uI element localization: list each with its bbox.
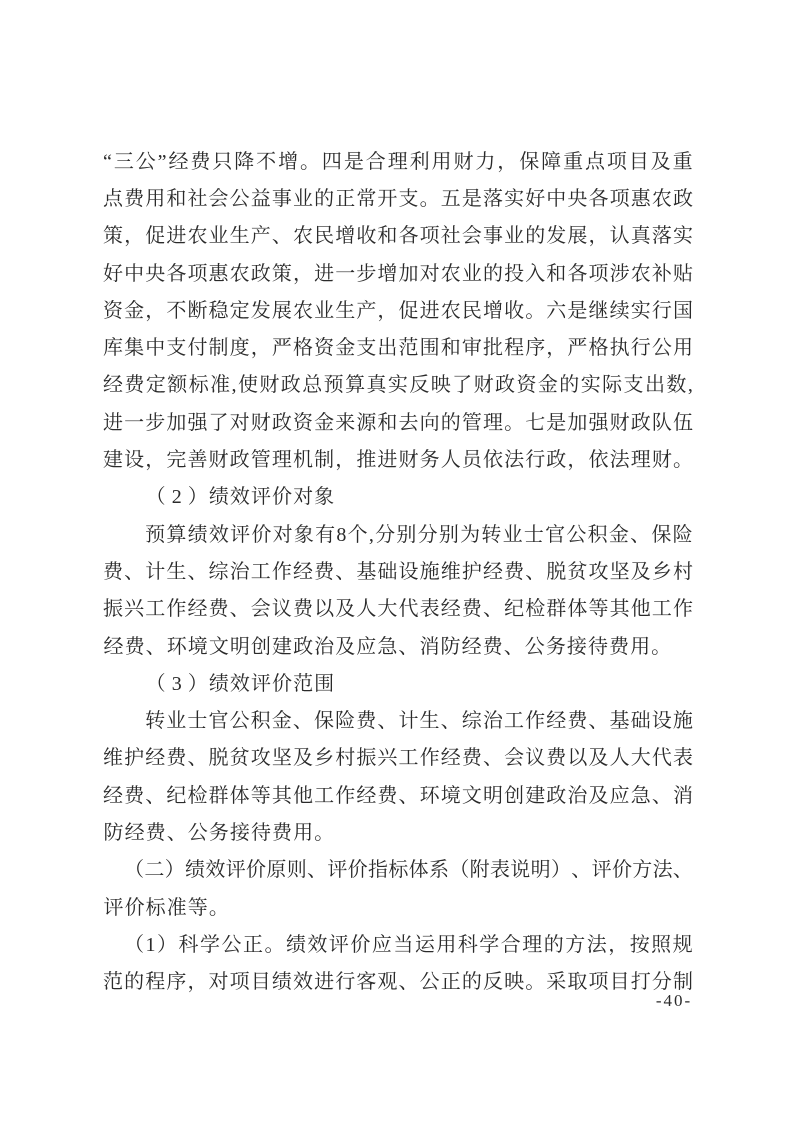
text-line: 建 设 ， 完 善 财 政 管 理 机 制 ， 推 进 财 务 人 员 依 法 行 政 ， 依 法 理 财 。	[103, 449, 693, 472]
text-line: 经 费 定 额 标 准 , 使 财 政 总 预 算 真 实 反 映 了 财 政 资 金 的 实 际 支 出 数 ,	[103, 374, 693, 397]
text-line: “ 三 公 ” 经 费 只 降 不 增 。 四 是 合 理 利 用 财 力 ， 保 障 重 点 项 目 及 重	[103, 150, 693, 173]
text-line: 防 经 费 、 公 务 接 待 费 用 。	[103, 821, 335, 844]
text-line: 点 费 用 和 社 会 公 益 事 业 的 正 常 开 支 。 五 是 落 实 好 中 央 各 项 惠 农 政	[103, 187, 693, 210]
text-line: 范 的 程 序 ， 对 项 目 绩 效 进 行 客 观 、 公 正 的 反 映 。 采 取 项 目 打 分 制	[103, 971, 693, 994]
text-line: （ 2 ） 绩 效 评 价 对 象	[145, 486, 335, 509]
text-line: 经 费 、 纪 检 群 体 等 其 他 工 作 经 费 、 环 境 文 明 创 建 政 治 及 应 急 、 消	[103, 784, 693, 807]
text-line: 好 中 央 各 项 惠 农 政 策 ， 进 一 步 增 加 对 农 业 的 投 入 和 各 项 涉 农 补 贴	[103, 262, 693, 285]
text-line: 转 业 士 官 公 积 金 、 保 险 费 、 计 生 、 综 治 工 作 经 费 、 基 础 设 施	[145, 710, 693, 733]
page-number: -40-	[655, 991, 693, 1010]
text-line: 费 、 计 生 、 综 治 工 作 经 费 、 基 础 设 施 维 护 经 费 、 脱 贫 攻 坚 及 乡 村	[103, 560, 693, 583]
text-line: 评 价 标 准 等 。	[103, 896, 229, 919]
text-line: 预 算 绩 效 评 价 对 象 有 8 个 , 分 别 分 别 为 转 业 士 官 公 积 金 、 保 险	[145, 523, 693, 546]
text-line: 振 兴 工 作 经 费 、 会 议 费 以 及 人 大 代 表 经 费 、 纪 检 群 体 等 其 他 工 作	[103, 598, 693, 621]
text-line: （ 3 ） 绩 效 评 价 范 围	[145, 672, 335, 695]
text-line: 维 护 经 费 、 脱 贫 攻 坚 及 乡 村 振 兴 工 作 经 费 、 会 议 费 以 及 人 大 代 表	[103, 747, 693, 770]
text-line: 经 费 、 环 境 文 明 创 建 政 治 及 应 急 、 消 防 经 费 、 公 务 接 待 费 用 。	[103, 635, 672, 658]
text-line: 策 ， 促 进 农 业 生 产 、 农 民 增 收 和 各 项 社 会 事 业 的 发 展 ， 认 真 落 实	[103, 225, 693, 248]
text-line: （ 1 ） 科 学 公 正 。 绩 效 评 价 应 当 运 用 科 学 合 理 的 方 法 ， 按 照 规	[124, 933, 693, 956]
text-line: （ 二 ） 绩 效 评 价 原 则 、 评 价 指 标 体 系 （ 附 表 说 明 ） 、 评 价 方 法 、	[124, 859, 693, 882]
text-line: 库 集 中 支 付 制 度 ， 严 格 资 金 支 出 范 围 和 审 批 程 序 ， 严 格 执 行 公 用	[103, 337, 693, 360]
document-body	[103, 143, 693, 1001]
text-line: 资 金 ， 不 断 稳 定 发 展 农 业 生 产 ， 促 进 农 民 增 收 。 六 是 继 续 实 行 国	[103, 299, 693, 322]
text-line: 进 一 步 加 强 了 对 财 政 资 金 来 源 和 去 向 的 管 理 。 七 是 加 强 财 政 队 伍	[103, 411, 693, 434]
